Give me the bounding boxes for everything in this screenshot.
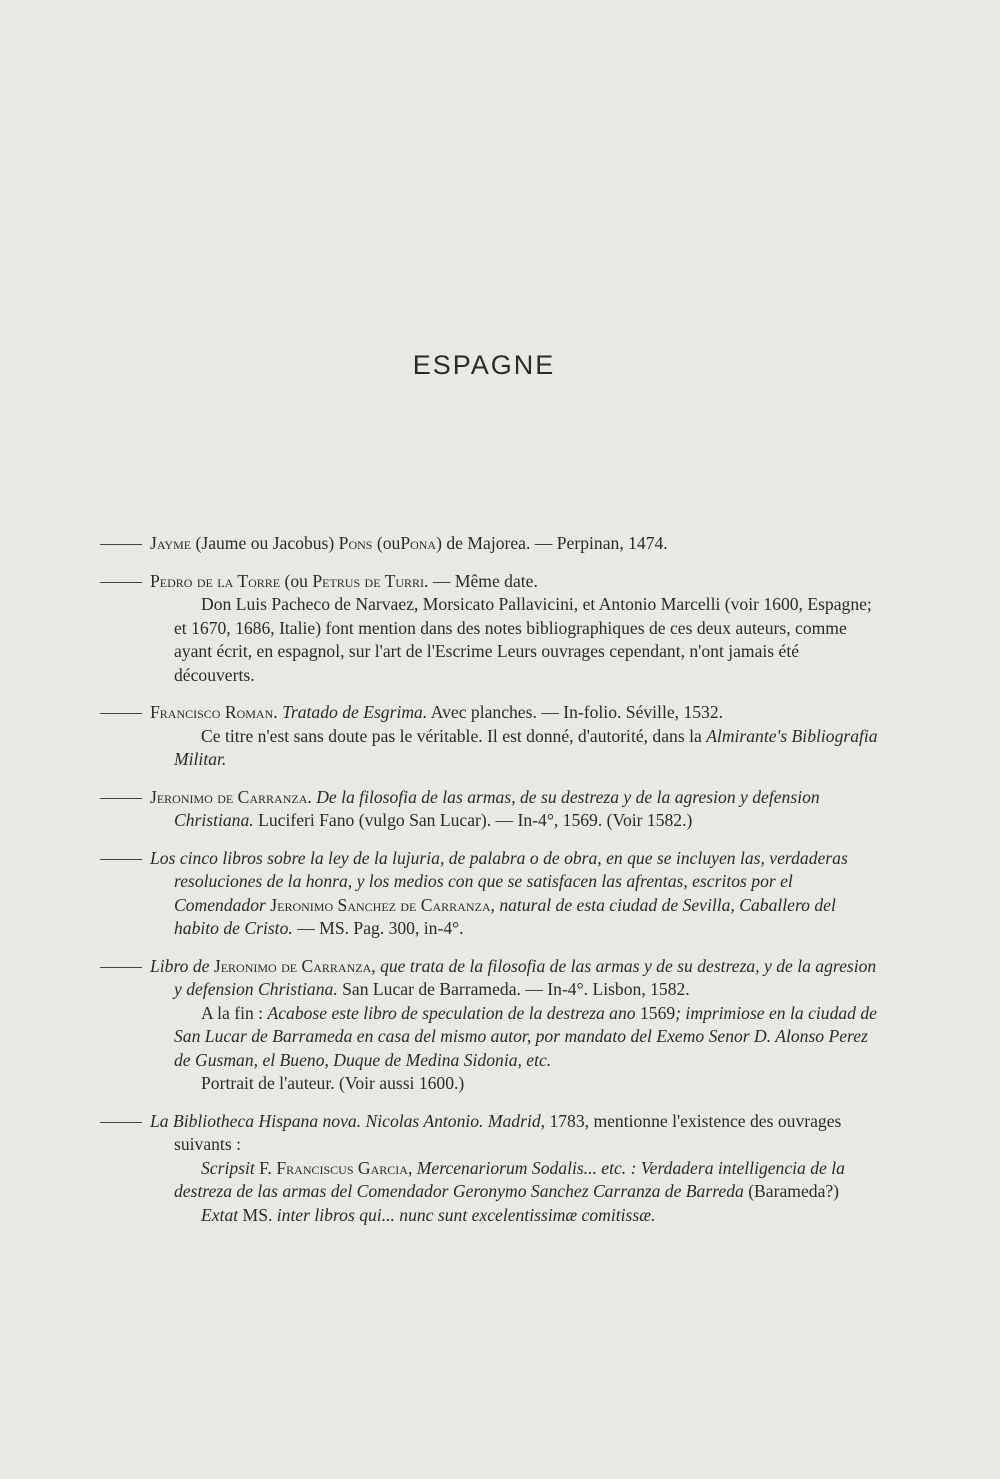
- entry-text: Avec planches. — In-folio. Séville, 1532.: [430, 702, 724, 722]
- bibliography-entry: [100, 532, 880, 556]
- entry-heading: [150, 955, 880, 1002]
- entry-dash: [100, 1122, 142, 1123]
- quoted-text: Scripsit: [201, 1157, 255, 1178]
- work-title: Libro de: [150, 955, 210, 976]
- entry-note: [174, 1157, 880, 1204]
- author-name: Pedro de la Torre: [150, 570, 281, 591]
- author-name: Franciscus Garcia,: [276, 1157, 413, 1178]
- entry-note: Portrait de l'auteur. (Voir aussi 1600.): [201, 1073, 465, 1093]
- entry-dash: [100, 544, 142, 545]
- entry-note: Don Luis Pacheco de Narvaez, Morsicato Pallavicini, et Antonio Marcelli (voir 1600, Espagne; et 1670, 1686, Italie) font mention dans des notes bibliographiques de ces deux auteurs, comme ayant écrit, en espagnol, sur l'art de l'Escrime Leurs ouvrages cependant, n'ont jamais été découverts.: [174, 594, 872, 685]
- entry-text: (ou: [376, 533, 401, 553]
- bibliography-entry: [100, 847, 880, 941]
- bibliography-entry: [100, 701, 880, 772]
- bibliography-entry: [100, 570, 880, 688]
- entry-heading: [150, 847, 880, 941]
- note-text: MS.: [242, 1204, 273, 1225]
- entry-note: [174, 725, 880, 772]
- entry-heading: [150, 786, 880, 833]
- author-alt-name: Petrus de Turri: [312, 570, 425, 591]
- bibliography-list: [100, 532, 880, 1241]
- page-title: ESPAGNE: [412, 350, 556, 380]
- work-title: Tratado de Esgrima.: [282, 702, 428, 722]
- entry-text: — MS. Pag. 300, in-4°.: [297, 918, 464, 938]
- entry-dash: [100, 798, 142, 799]
- entry-text: San Lucar de Barrameda. — In-4°. Lisbon, 1582.: [342, 979, 690, 999]
- note-text: Ce titre n'est sans doute pas le véritable. Il est donné, d'autorité, dans la: [201, 725, 702, 746]
- work-title: Almirante's Bibliografia Militar.: [174, 725, 878, 769]
- entry-text: (ou: [284, 570, 308, 591]
- quoted-text: inter libros qui... nunc sunt excelentissimæ comitissæ.: [276, 1204, 656, 1225]
- work-title: natural de esta ciudad de Sevilla, Caballero del habito de Cristo.: [174, 894, 836, 938]
- author-name: Jeronimo de Carranza.: [150, 786, 312, 807]
- note-text: F.: [259, 1157, 272, 1178]
- bibliography-entry: [100, 1110, 880, 1228]
- quoted-text: Acabose este libro de speculation de la destreza ano: [267, 1002, 636, 1023]
- work-title: que trata de la filosofia de las armas y de su destreza, y de la agresion y defension Christiana.: [174, 955, 877, 999]
- entry-dash: [100, 713, 142, 714]
- note-year: 1569: [639, 1002, 676, 1023]
- entry-heading: [150, 532, 880, 556]
- author-name: Jayme: [150, 533, 192, 553]
- entry-dash: [100, 859, 142, 860]
- bibliography-entry: [100, 955, 880, 1096]
- entry-text: Luciferi Fano (vulgo San Lucar). — In-4°, 1569. (Voir 1582.): [258, 810, 693, 830]
- author-name: Francisco Roman.: [150, 702, 278, 722]
- entry-heading: [150, 1110, 880, 1157]
- entry-heading: [150, 701, 880, 725]
- entry-text: (Jaume ou Jacobus): [195, 533, 335, 553]
- author-alt-name: Pona: [400, 533, 437, 553]
- work-title: Mercenariorum Sodalis... etc. : Verdadera intelligencia de la destreza de las armas del Comendador Geronymo Sanchez Carranza de Barreda: [174, 1157, 845, 1201]
- quoted-text: ; imprimiose en la ciudad de San Lucar de Barrameda en casa del mismo autor, por mandato del Exemo Senor D. Alonso Perez de Gusman, el Bueno, Duque de Medina Sidonia, etc.: [174, 1002, 877, 1070]
- author-name: Pons: [338, 533, 373, 553]
- note-text: (Barameda?): [748, 1181, 840, 1201]
- entry-text: 1783, mentionne l'existence des ouvrages suivants :: [174, 1110, 842, 1154]
- entry-note: [174, 1002, 880, 1073]
- work-title: La Bibliotheca Hispana nova. Nicolas Antonio. Madrid,: [150, 1110, 546, 1131]
- quoted-text: Extat: [201, 1204, 239, 1225]
- bibliography-entry: [100, 786, 880, 833]
- note-text: A la fin :: [201, 1002, 264, 1023]
- entry-dash: [100, 582, 142, 583]
- entry-text: . — Même date.: [424, 570, 538, 591]
- entry-note: [174, 1204, 880, 1228]
- work-title: De la filosofia de las armas, de su destreza y de la agresion y defension Christiana.: [174, 786, 820, 830]
- entry-dash: [100, 967, 142, 968]
- entry-heading: [150, 570, 880, 594]
- author-name: Jeronimo de Carranza,: [213, 955, 376, 976]
- entry-text: ) de Majorea. — Perpinan, 1474.: [436, 533, 668, 553]
- author-name: Jeronimo Sanchez de Carranza,: [270, 894, 495, 915]
- work-title: Los cinco libros sobre la ley de la lujuria, de palabra o de obra, en que se incluyen las, verdaderas resoluciones de la honra, y los medios con que se satisfacen las afrentas, escritos por el Comendador: [150, 847, 848, 915]
